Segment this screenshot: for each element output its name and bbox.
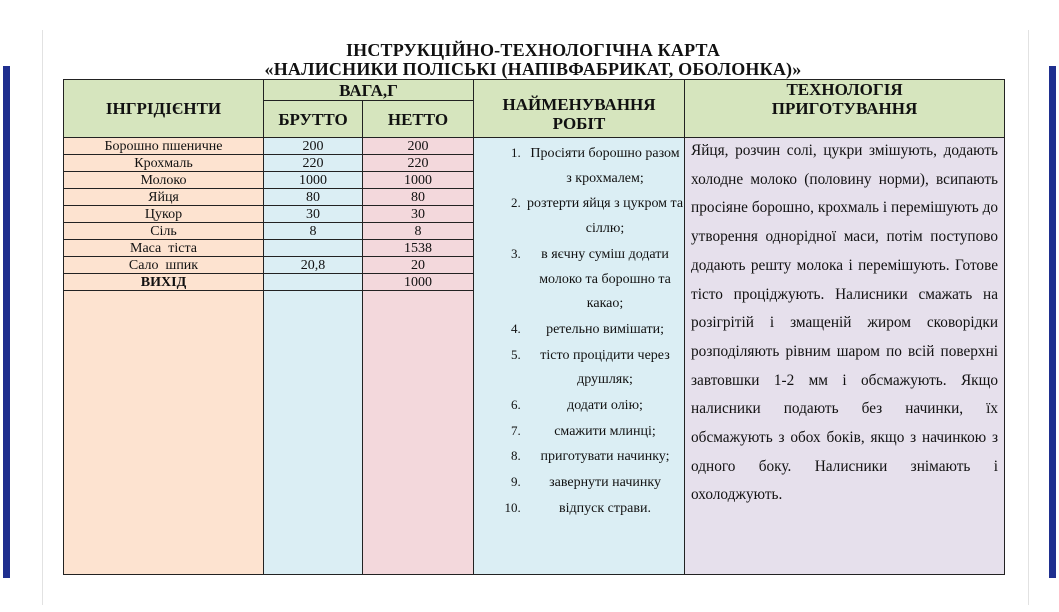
netto-value: 8: [363, 223, 474, 240]
work-step: 5. тісто процідити через друшляк;: [524, 343, 684, 393]
ingredient-name: Цукор: [64, 206, 264, 223]
brutto-value: 1000: [264, 172, 363, 189]
work-step: 4. ретельно вимішати;: [524, 317, 684, 343]
brutto-value: 20,8: [264, 257, 363, 274]
ingredient-name: Борошно пшеничне: [64, 138, 264, 155]
technology-header: [685, 80, 1005, 138]
brutto-value: 80: [264, 189, 363, 206]
netto-empty-cell: [363, 291, 474, 575]
document-subtitle: «НАЛИСНИКИ ПОЛІСЬКІ (НАПІВФАБРИКАТ, ОБОЛОНКА)»: [264, 59, 802, 79]
tech-card-table: [63, 79, 1005, 575]
work-step: 3. в яєчну суміш додати молоко та борошно та какао;: [524, 242, 684, 317]
work-step: 8. приготувати начинку;: [524, 444, 684, 470]
netto-value: 200: [363, 138, 474, 155]
netto-value: 1000: [363, 172, 474, 189]
brutto-value: 30: [264, 206, 363, 223]
netto-value: 80: [363, 189, 474, 206]
ingredient-empty-cell: [64, 291, 264, 575]
netto-value: 20: [363, 257, 474, 274]
work-steps-list: [474, 141, 684, 522]
work-step: 6. додати олію;: [524, 393, 684, 419]
netto-value: 1000: [363, 274, 474, 291]
page-left-border: [42, 30, 43, 605]
work-step: 7. смажити млинці;: [524, 419, 684, 445]
brutto-value: 220: [264, 155, 363, 172]
work-steps-cell: [474, 138, 685, 575]
ingredients-header: ІНГРІДІЄНТИ: [64, 80, 264, 138]
brutto-empty-cell: [264, 291, 363, 575]
table-row: [64, 138, 1005, 155]
netto-value: 220: [363, 155, 474, 172]
netto-value: 30: [363, 206, 474, 223]
work-step: 2. розтерти яйця з цукром та сіллю;: [524, 191, 684, 241]
left-edge-bar: [3, 66, 10, 578]
page-right-border: [1028, 30, 1029, 605]
ingredient-name: ВИХІД: [64, 274, 264, 291]
brutto-value: 200: [264, 138, 363, 155]
document-title: ІНСТРУКЦІЙНО-ТЕХНОЛОГІЧНА КАРТА: [345, 40, 721, 60]
right-edge-bar: [1049, 66, 1056, 578]
work-step: 1. Просіяти борошно разом з крохмалем;: [524, 141, 684, 191]
netto-value: 1538: [363, 240, 474, 257]
technology-header-label: ТЕХНОЛОГІЯ ПРИГОТУВАННЯ: [771, 80, 918, 118]
ingredient-name: Маса тіста: [64, 240, 264, 257]
ingredient-name: Яйця: [64, 189, 264, 206]
netto-header: НЕТТО: [363, 101, 474, 138]
technology-text: Яйця, розчин солі, цукри змішують, додають холодне молоко (половину норми), всипають просіяне борошно, крохмаль і перемішують до утворення однорідної маси, потім поступово додають решту молока і перемішують. Готове тісто проціджують. Налисники смажать на розігрітій і змащеній жиром сковорідки розподіляють рівним шаром по всій поверхні завтовшки 1-2 мм і обсмажують. Якщо налисники подають без начинки, їх обсмажують з обох боків, якщо з начинкою з одного боку. Налисники знімають і охолоджують.: [691, 142, 999, 504]
work-step: 9. завернути начинку: [524, 470, 684, 496]
work-header: [474, 80, 685, 138]
weight-header: ВАГА,Г: [264, 80, 474, 101]
brutto-value: [264, 240, 363, 257]
ingredient-name: Молоко: [64, 172, 264, 189]
work-step: 10. відпуск страви.: [524, 496, 684, 522]
brutto-header: БРУТТО: [264, 101, 363, 138]
brutto-value: [264, 274, 363, 291]
ingredient-name: Сало шпик: [64, 257, 264, 274]
ingredient-name: Крохмаль: [64, 155, 264, 172]
ingredient-name: Сіль: [64, 223, 264, 240]
brutto-value: 8: [264, 223, 363, 240]
technology-cell: [685, 138, 1005, 575]
work-header-label: НАЙМЕНУВАННЯ РОБІТ: [502, 94, 656, 133]
